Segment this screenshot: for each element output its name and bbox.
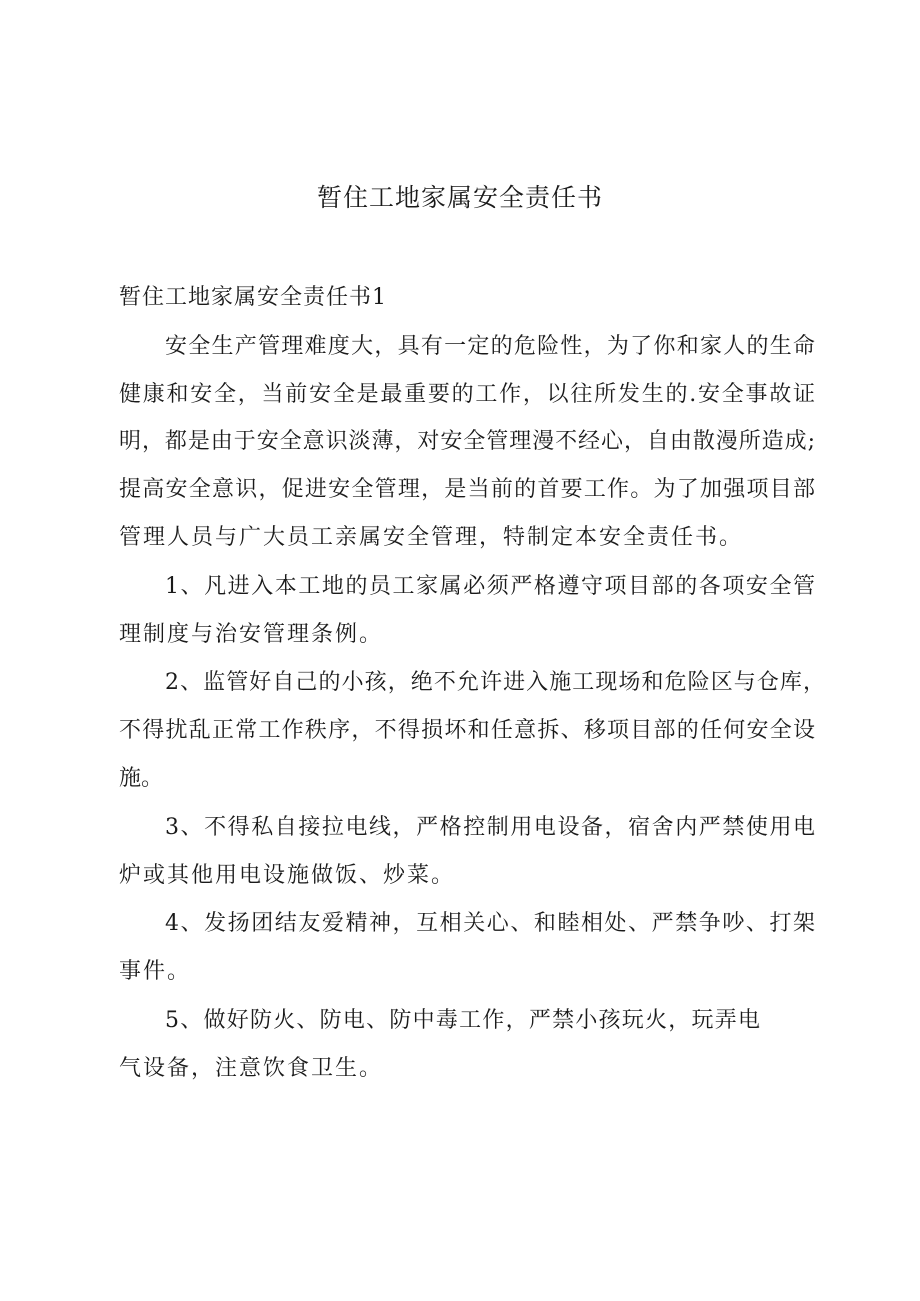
document-title: 暂住工地家属安全责任书 (316, 183, 603, 212)
paragraph-line: 管理人员与广大员工亲属安全管理，特制定本安全责任书。 (119, 525, 744, 550)
list-item-line: 4、发扬团结友爱精神，互相关心、和睦相处、严禁争吵、打架 (165, 911, 815, 936)
list-item-line: 2、监管好自己的小孩，绝不允许进入施工现场和危险区与仓库， (165, 670, 825, 695)
paragraph-line: 提高安全意识，促进安全管理，是当前的首要工作。为了加强项目部 (119, 477, 815, 502)
list-item-line: 理制度与治安管理条例。 (119, 622, 384, 647)
list-item-line: 1、凡进入本工地的员工家属必须严格遵守项目部的各项安全管 (165, 574, 815, 599)
document-subtitle: 暂住工地家属安全责任书1 (119, 285, 387, 310)
paragraph-line: 明，都是由于安全意识淡薄，对安全管理漫不经心，自由散漫所造成; (119, 429, 815, 454)
paragraph-line: 健康和安全，当前安全是最重要的工作，以往所发生的.安全事故证 (119, 382, 815, 407)
list-item-line: 炉或其他用电设施做饭、炒菜。 (119, 863, 456, 888)
list-item-line: 事件。 (119, 959, 192, 984)
list-item-line: 气设备，注意饮食卫生。 (119, 1056, 384, 1081)
paragraph-line: 安全生产管理难度大，具有一定的危险性，为了你和家人的生命 (165, 334, 815, 359)
list-item-line: 3、不得私自接拉电线，严格控制用电设备，宿舍内严禁使用电 (165, 815, 815, 840)
list-item-line: 5、做好防火、防电、防中毒工作，严禁小孩玩火，玩弄电 (165, 1008, 760, 1033)
list-item-line: 施。 (119, 766, 164, 791)
list-item-line: 不得扰乱正常工作秩序，不得损坏和任意拆、移项目部的任何安全设 (119, 718, 815, 743)
